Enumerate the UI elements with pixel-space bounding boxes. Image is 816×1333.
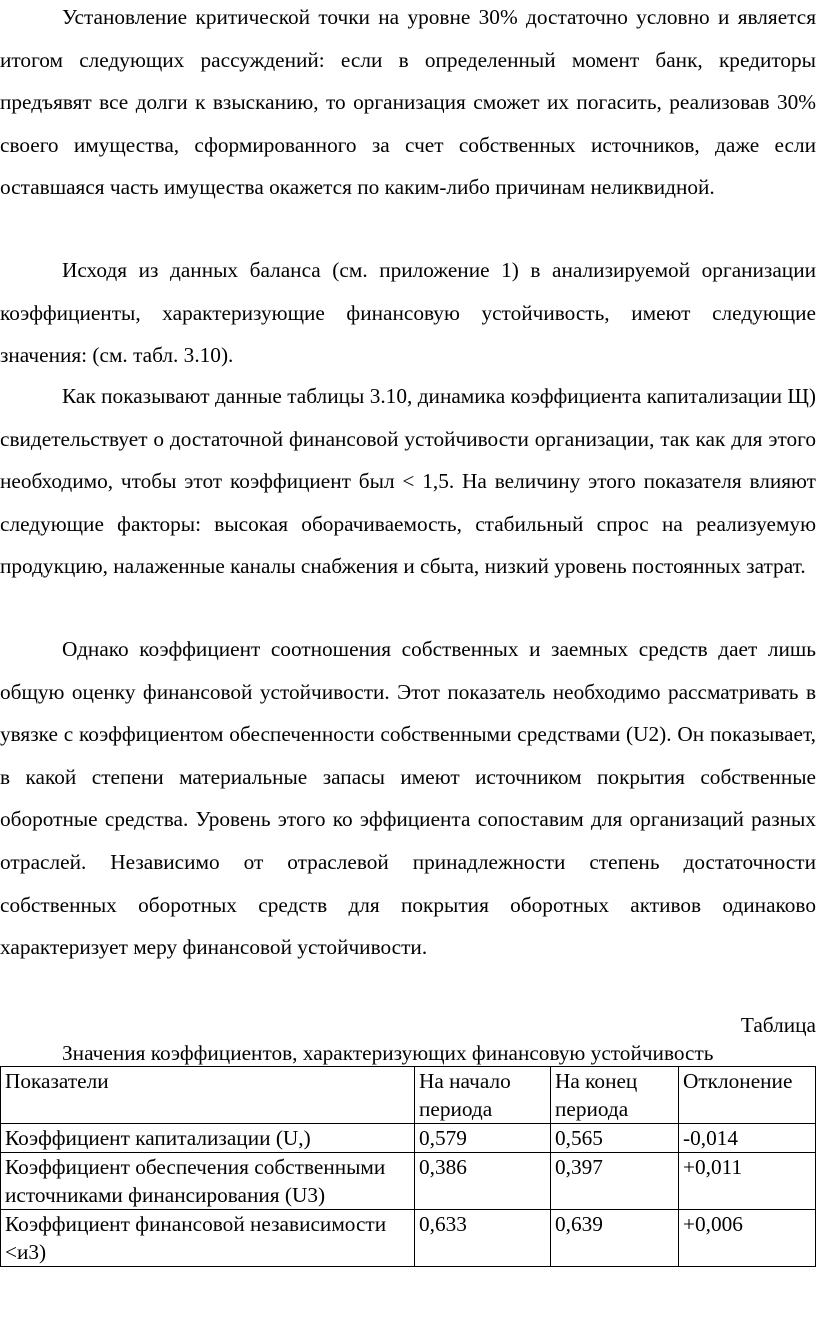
coefficients-table xyxy=(0,1066,816,1267)
table-header-row xyxy=(1,1067,816,1124)
table-cell: 0,397 xyxy=(551,1153,679,1210)
table-row xyxy=(1,1210,816,1267)
table-cell: +0,011 xyxy=(679,1153,816,1210)
table-cell: -0,014 xyxy=(679,1124,816,1153)
table-cell: 0,579 xyxy=(415,1124,551,1153)
header-period-start: На начало периода xyxy=(415,1067,551,1124)
table-cell: 0,565 xyxy=(551,1124,679,1153)
header-period-end: На конец периода xyxy=(551,1067,679,1124)
table-cell: +0,006 xyxy=(679,1210,816,1267)
table-cell: 0,633 xyxy=(415,1210,551,1267)
table-row xyxy=(1,1124,816,1153)
table-label: Таблица xyxy=(740,1013,816,1037)
paragraph-critical-point: Установление критической точки на уровне 30% достаточно условно и является итогом следующих рассуждений: если в определенный момент банк, кредиторы предъявят все долги к взысканию, то организация сможет их погасить, реализовав 30% своего имущества, сформированного за счет собственных источников, даже если оставшаяся часть имущества окажется по каким-либо причинам неликвидной. xyxy=(0,5,816,200)
table-row xyxy=(1,1153,816,1210)
table-caption: Значения коэффициентов, характеризующих финансовую устойчивость xyxy=(62,1041,714,1065)
paragraph-equity-ratio: Однако коэффициент соотношения собственных и заемных средств дает лишь общую оценку финансовой устойчивости. Этот показатель необходимо рассматривать в увязке с коэффициентом обеспеченности собственными средствами (U2). Он показывает, в какой степени материальные запасы имеют источником покрытия собственные оборотные средства. Уровень этого ко эффициента сопоставим для организаций разных отраслей. Независимо от отраслевой принадлежности степень достаточности собственных оборотных средств для покрытия оборотных активов одинаково характеризует меру финансовой устойчивости. xyxy=(0,637,816,960)
header-deviation: Отклонение xyxy=(679,1067,816,1124)
table-cell: Коэффициент капитализации (U,) xyxy=(1,1124,415,1153)
table-cell: Коэффициент обеспечения собственными источниками финансирования (U3) xyxy=(1,1153,415,1210)
header-indicators: Показатели xyxy=(1,1067,415,1124)
paragraph-balance-data: Исходя из данных баланса (см. приложение 1) в анализируемой организации коэффициенты, характеризующие финансовую устойчивость, имеют следующие значения: (см. табл. 3.10). xyxy=(0,258,816,368)
table-cell: 0,639 xyxy=(551,1210,679,1267)
table-cell: 0,386 xyxy=(415,1153,551,1210)
paragraph-capitalization-dynamics: Как показывают данные таблицы 3.10, динамика коэффициента капитализации Щ) свидетельствует о достаточной финансовой устойчивости организации, так как для этого необходимо, чтобы этот коэффициент был < 1,5. На величину этого показателя влияют следующие факторы: высокая оборачиваемость, стабильный спрос на реализуемую продукцию, налаженные каналы снабжения и сбыта, низкий уровень постоянных затрат. xyxy=(0,384,816,579)
table-cell: Коэффициент финансовой независимости <и3) xyxy=(1,1210,415,1267)
